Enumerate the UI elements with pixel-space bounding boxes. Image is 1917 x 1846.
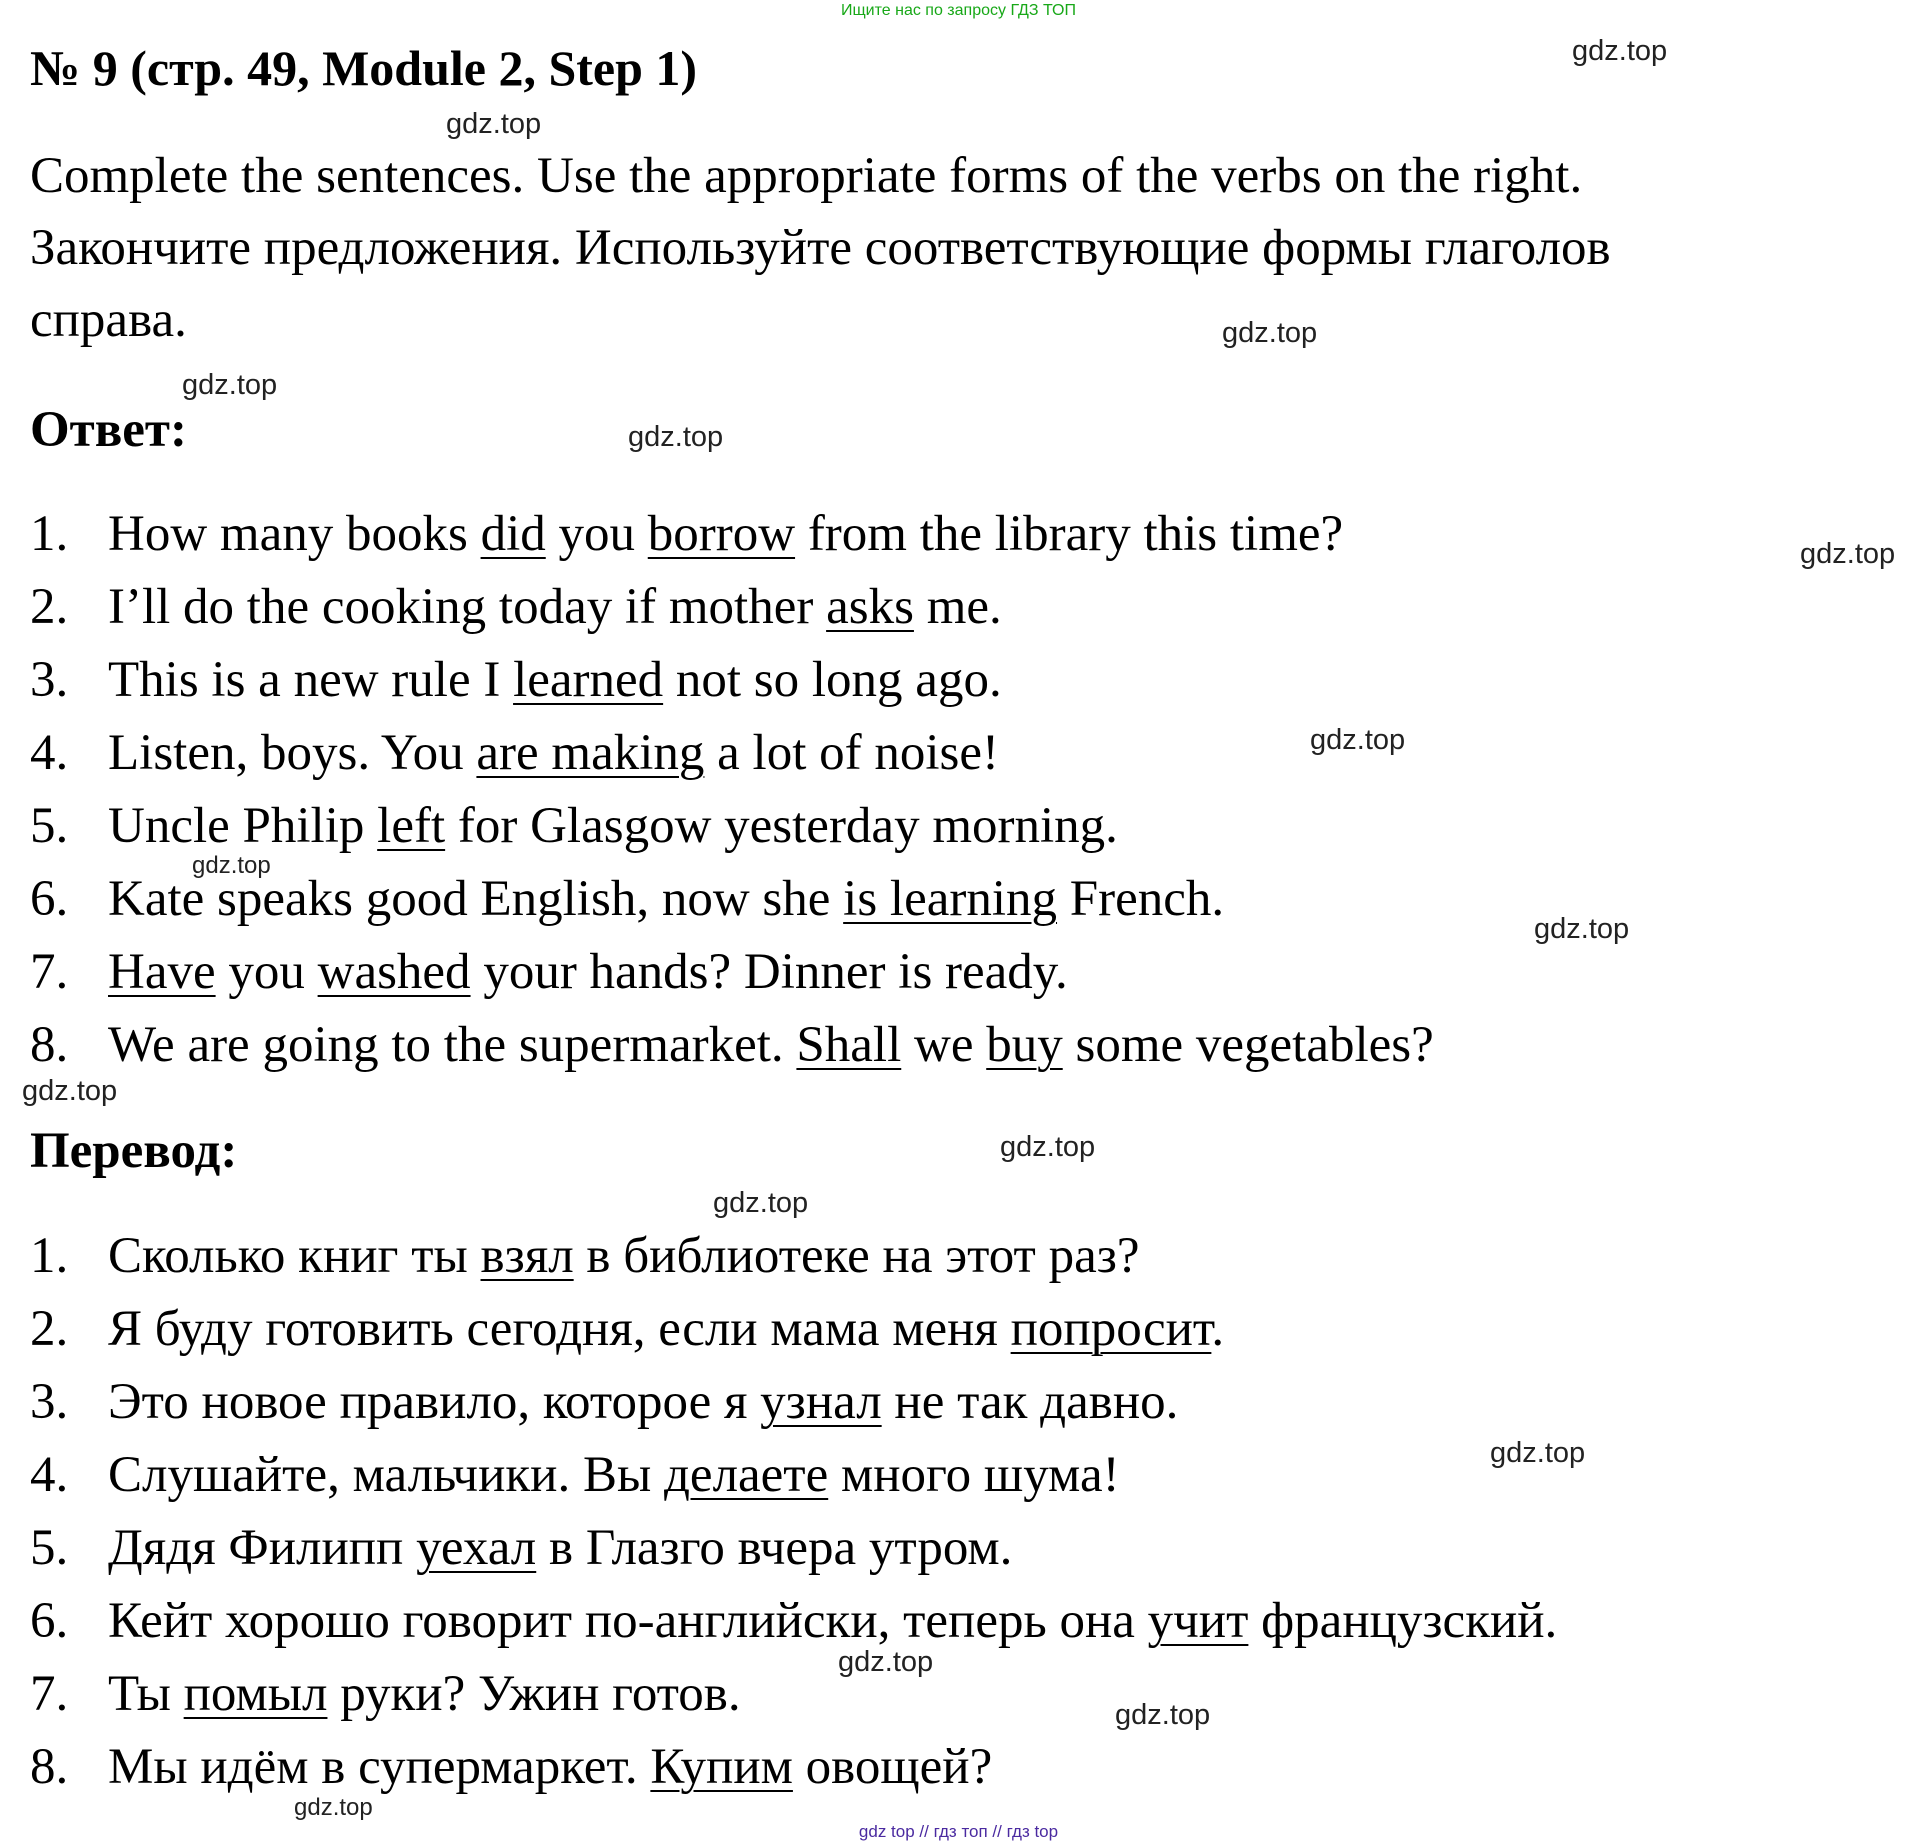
underlined-verb: washed: [317, 944, 471, 1000]
item-number: 4.: [30, 1447, 69, 1503]
sentence-text: Uncle Philip: [108, 798, 378, 854]
sentence-text: Кейт хорошо говорит по-английски, теперь она: [108, 1593, 1148, 1649]
answer-item: [30, 571, 1434, 644]
sentence-text: We are going to the supermarket.: [108, 1017, 797, 1073]
underlined-verb: узнал: [760, 1374, 882, 1430]
item-number: 3.: [30, 1374, 69, 1430]
underlined-verb: left: [377, 798, 446, 854]
sentence-text: Дядя Филипп: [108, 1520, 417, 1576]
answers-list: [30, 498, 1434, 1082]
sentence-text: в библиотеке на этот раз?: [573, 1228, 1140, 1284]
answer-item: [30, 1009, 1434, 1082]
watermark: gdz.top: [713, 1187, 809, 1219]
watermark: gdz.top: [1572, 35, 1668, 67]
underlined-verb: Have: [108, 944, 216, 1000]
item-number: 3.: [30, 652, 69, 708]
sentence-text: your hands? Dinner is ready.: [470, 944, 1068, 1000]
item-number: 7.: [30, 944, 69, 1000]
translation-item: [30, 1439, 1557, 1512]
item-number: 4.: [30, 725, 69, 781]
footer: gdz top // гдз топ // гдз top: [858, 1822, 1059, 1841]
underlined-verb: asks: [826, 579, 914, 635]
sentence-text: Сколько книг ты: [108, 1228, 481, 1284]
sentence-text: овощей?: [792, 1739, 993, 1795]
watermark: gdz.top: [182, 369, 278, 401]
sentence-text: Слушайте, мальчики. Вы: [108, 1447, 664, 1503]
translation-item: [30, 1220, 1557, 1293]
top-banner: Ищите нас по запросу ГДЗ ТОП: [841, 2, 1076, 19]
watermark: gdz.top: [1000, 1131, 1096, 1163]
watermark: gdz.top: [22, 1075, 118, 1107]
underlined-verb: learned: [513, 652, 664, 708]
underlined-verb: помыл: [183, 1666, 328, 1722]
underlined-verb: is learning: [843, 871, 1058, 927]
watermark: gdz.top: [1490, 1437, 1586, 1469]
underlined-verb: Купим: [650, 1739, 793, 1795]
sentence-text: .: [1211, 1301, 1225, 1357]
watermark: gdz.top: [1115, 1699, 1211, 1731]
item-number: 6.: [30, 871, 69, 927]
watermark: gdz.top: [1800, 538, 1896, 570]
sentence-text: Listen, boys. You: [108, 725, 477, 781]
sentence-text: французский.: [1248, 1593, 1558, 1649]
translation-item: [30, 1366, 1557, 1439]
sentence-text: Я буду готовить сегодня, если мама меня: [108, 1301, 1011, 1357]
underlined-verb: попросит: [1010, 1301, 1212, 1357]
answer-item: [30, 936, 1434, 1009]
sentence-text: руки? Ужин готов.: [327, 1666, 741, 1722]
item-number: 5.: [30, 798, 69, 854]
instruction-russian-line-2: справа.: [30, 292, 187, 348]
answer-item: [30, 498, 1434, 571]
translation-item: [30, 1293, 1557, 1366]
sentence-text: Мы идём в супермаркет.: [108, 1739, 651, 1795]
instruction-russian-line-1: Закончите предложения. Используйте соответствующие формы глаголов: [30, 220, 1611, 276]
watermark: gdz.top: [192, 852, 271, 879]
sentence-text: me.: [913, 579, 1002, 635]
sentence-text: Это новое правило, которое я: [108, 1374, 761, 1430]
sentence-text: we: [901, 1017, 987, 1073]
watermark: gdz.top: [446, 108, 542, 140]
translation-item: [30, 1731, 1557, 1804]
underlined-verb: borrow: [647, 506, 796, 562]
underlined-verb: уехал: [416, 1520, 537, 1576]
watermark: gdz.top: [1222, 317, 1318, 349]
sentence-text: for Glasgow yesterday morning.: [445, 798, 1118, 854]
answer-heading: Ответ:: [30, 402, 187, 458]
sentence-text: a lot of noise!: [704, 725, 999, 781]
item-number: 1.: [30, 1228, 69, 1284]
item-number: 7.: [30, 1666, 69, 1722]
underlined-verb: did: [480, 506, 546, 562]
sentence-text: some vegetables?: [1062, 1017, 1434, 1073]
sentence-text: Kate speaks good English, now she: [108, 871, 844, 927]
sentence-text: How many books: [108, 506, 481, 562]
item-number: 5.: [30, 1520, 69, 1576]
instruction-english: Complete the sentences. Use the appropriate forms of the verbs on the right.: [30, 148, 1583, 204]
watermark: gdz.top: [1310, 724, 1406, 756]
underlined-verb: Shall: [796, 1017, 902, 1073]
sentence-text: в Глазго вчера утром.: [536, 1520, 1013, 1576]
translation-item: [30, 1512, 1557, 1585]
answer-item: [30, 717, 1434, 790]
watermark: gdz.top: [838, 1646, 934, 1678]
sentence-text: Ты: [108, 1666, 184, 1722]
page-title: № 9 (стр. 49, Module 2, Step 1): [30, 40, 698, 96]
sentence-text: не так давно.: [881, 1374, 1179, 1430]
sentence-text: French.: [1057, 871, 1225, 927]
watermark: gdz.top: [294, 1794, 373, 1821]
item-number: 8.: [30, 1017, 69, 1073]
sentence-text: you: [545, 506, 648, 562]
translation-item: [30, 1585, 1557, 1658]
sentence-text: not so long ago.: [663, 652, 1002, 708]
item-number: 6.: [30, 1593, 69, 1649]
underlined-verb: взял: [480, 1228, 574, 1284]
underlined-verb: учит: [1147, 1593, 1249, 1649]
sentence-text: you: [215, 944, 318, 1000]
item-number: 8.: [30, 1739, 69, 1795]
item-number: 1.: [30, 506, 69, 562]
sentence-text: from the library this time?: [795, 506, 1344, 562]
watermark: gdz.top: [628, 421, 724, 453]
underlined-verb: buy: [986, 1017, 1063, 1073]
underlined-verb: делаете: [663, 1447, 829, 1503]
item-number: 2.: [30, 579, 69, 635]
translations-list: [30, 1220, 1557, 1804]
item-number: 2.: [30, 1301, 69, 1357]
underlined-verb: are making: [476, 725, 705, 781]
translation-heading: Перевод:: [30, 1123, 238, 1179]
sentence-text: много шума!: [828, 1447, 1120, 1503]
watermark: gdz.top: [1534, 913, 1630, 945]
translation-item: [30, 1658, 1557, 1731]
sentence-text: This is a new rule I: [108, 652, 514, 708]
answer-item: [30, 644, 1434, 717]
sentence-text: I’ll do the cooking today if mother: [108, 579, 827, 635]
